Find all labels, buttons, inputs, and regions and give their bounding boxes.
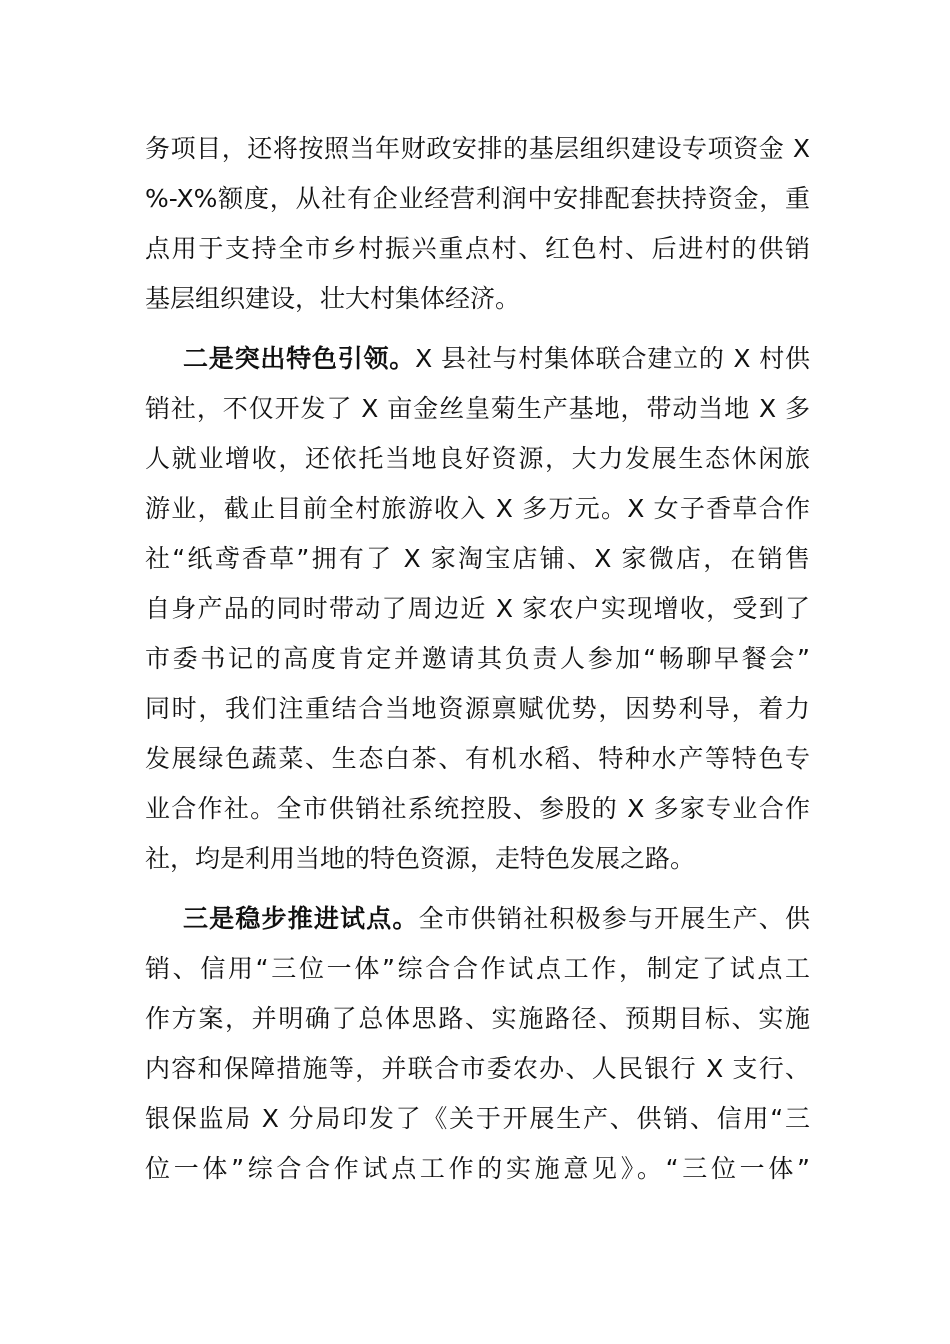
paragraph-line bbox=[145, 894, 810, 944]
paragraph-line: 作方案，并明确了总体思路、实施路径、预期目标、实施 bbox=[145, 1004, 810, 1033]
paragraph-line: 发展绿色蔬菜、生态白茶、有机水稻、特种水产等特色专 bbox=[145, 744, 810, 773]
paragraph-2 bbox=[145, 334, 810, 884]
paragraph-line: 银保监局 X 分局印发了《关于开展生产、供销、信用“三 bbox=[145, 1104, 810, 1133]
paragraph-line bbox=[145, 334, 810, 384]
paragraph-line: 基层组织建设，壮大村集体经济。 bbox=[145, 284, 521, 313]
paragraph-line: 业合作社。全市供销社系统控股、参股的 X 多家专业合作 bbox=[145, 794, 810, 823]
paragraph-lead-heading: 二是突出特色引领。 bbox=[183, 344, 416, 373]
paragraph-line-text: X 县社与村集体联合建立的 X 村供 bbox=[415, 344, 810, 373]
paragraph-line: 游业，截止目前全村旅游收入 X 多万元。X 女子香草合作 bbox=[145, 494, 810, 523]
paragraph-lead-heading: 三是稳步推进试点。 bbox=[183, 904, 419, 933]
paragraph-line: 销、信用“三位一体”综合合作试点工作，制定了试点工 bbox=[145, 954, 810, 983]
paragraph-line: 内容和保障措施等，并联合市委农办、人民银行 X 支行、 bbox=[145, 1054, 810, 1083]
paragraph-line: 销社，不仅开发了 X 亩金丝皇菊生产基地，带动当地 X 多 bbox=[145, 394, 810, 423]
paragraph-line: 位一体”综合合作试点工作的实施意见》。“三位一体” bbox=[145, 1154, 810, 1183]
paragraph-line: 人就业增收，还依托当地良好资源，大力发展生态休闲旅 bbox=[145, 444, 810, 473]
paragraph-gap bbox=[145, 324, 810, 334]
paragraph-line: 社，均是利用当地的特色资源，走特色发展之路。 bbox=[145, 844, 696, 873]
paragraph-line: %-X%额度，从社有企业经营利润中安排配套扶持资金，重 bbox=[145, 184, 810, 213]
paragraph-line-text: 全市供销社积极参与开展生产、供 bbox=[418, 904, 810, 933]
paragraph-3 bbox=[145, 894, 810, 1194]
paragraph-line: 点用于支持全市乡村振兴重点村、红色村、后进村的供销 bbox=[145, 234, 810, 263]
document-body bbox=[145, 124, 810, 1194]
paragraph-1 bbox=[145, 124, 810, 324]
paragraph-line: 务项目，还将按照当年财政安排的基层组织建设专项资金 X bbox=[145, 134, 810, 163]
paragraph-gap bbox=[145, 884, 810, 894]
paragraph-line: 市委书记的高度肯定并邀请其负责人参加“畅聊早餐会” bbox=[145, 644, 810, 673]
paragraph-line: 社“纸鸢香草”拥有了 X 家淘宝店铺、X 家微店，在销售 bbox=[145, 544, 810, 573]
paragraph-line: 同时，我们注重结合当地资源禀赋优势，因势利导，着力 bbox=[145, 694, 810, 723]
paragraph-line: 自身产品的同时带动了周边近 X 家农户实现增收，受到了 bbox=[145, 594, 810, 623]
